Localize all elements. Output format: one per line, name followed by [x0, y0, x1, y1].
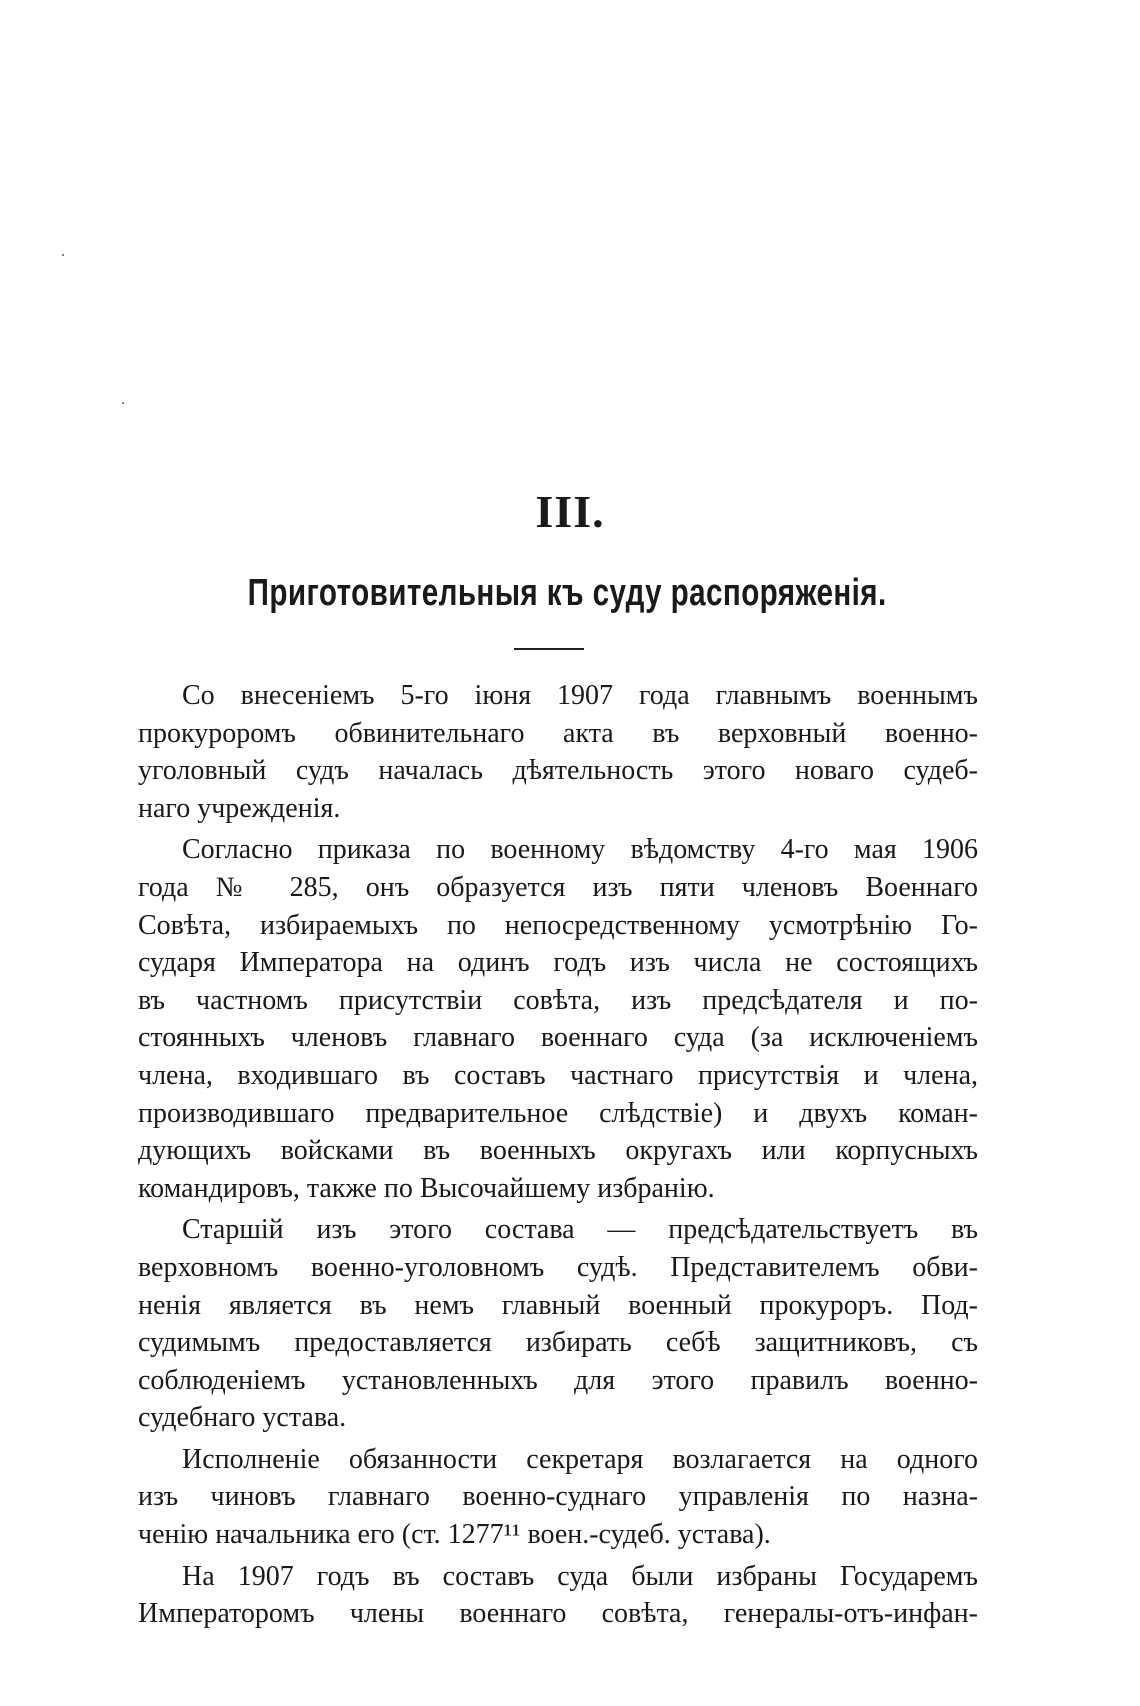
paragraph: [138, 677, 978, 827]
text-line: судебнаго устава.: [138, 1402, 347, 1434]
body-text: [138, 677, 978, 1633]
text-line: Императоромъ члены военнаго совѣта, генералы-отъ-инфан-: [138, 1598, 978, 1630]
text-line: въ частномъ присутствіи совѣта, изъ предсѣдателя и по-: [138, 984, 978, 1016]
text-line: наго учрежденія.: [138, 792, 341, 824]
text-line: ченію начальника его (ст. 1277¹¹ воен.-судеб. устава).: [138, 1519, 771, 1551]
text-line: судимымъ предоставляется избирать себѣ защитниковъ, съ: [138, 1327, 978, 1359]
paragraph: [138, 1558, 978, 1633]
text-line: ненія является въ немъ главный военный прокуроръ. Под-: [138, 1289, 978, 1321]
text-line: Со внесеніемъ 5-го іюня 1907 года главнымъ военнымъ: [182, 680, 978, 711]
text-line: командировъ, также по Высочайшему избранію.: [138, 1172, 715, 1204]
scan-speck: [62, 254, 64, 256]
title-divider: [514, 648, 584, 650]
chapter-number: III.: [535, 486, 605, 537]
text-line: дующихъ войсками въ военныхъ округахъ или корпусныхъ: [138, 1135, 978, 1167]
text-line: Исполненіе обязанности секретаря возлагается на одного: [182, 1443, 978, 1475]
paragraph: [138, 1441, 978, 1554]
text-line: сударя Императора на одинъ годъ изъ числа не состоящихъ: [138, 947, 978, 979]
text-line: уголовный судъ началась дѣятельность этого новаго судеб-: [138, 755, 978, 787]
text-line: На 1907 годъ въ составъ суда были избраны Государемъ: [182, 1560, 978, 1592]
text-line: верховномъ военно-уголовномъ судѣ. Представителемъ обви-: [138, 1251, 978, 1283]
text-line: изъ чиновъ главнаго военно-суднаго управленія по назна-: [138, 1481, 978, 1513]
paragraph: [138, 1211, 978, 1437]
text-line: прокуроромъ обвинительнаго акта въ верховный военно-: [138, 717, 978, 749]
text-line: Согласно приказа по военному вѣдомству 4-го мая 1906: [182, 834, 978, 866]
text-line: года № 285, онъ образуется изъ пяти членовъ Военнаго: [138, 871, 978, 903]
text-line: производившаго предварительное слѣдствіе) и двухъ коман-: [138, 1097, 978, 1129]
text-line: Старшій изъ этого состава — предсѣдательствуетъ въ: [182, 1214, 978, 1246]
text-line: Совѣта, избираемыхъ по непосредственному усмотрѣнію Го-: [138, 909, 978, 941]
text-line: стоянныхъ членовъ главнаго военнаго суда (за исключеніемъ: [138, 1022, 978, 1054]
text-line: соблюденіемъ установленныхъ для этого правилъ военно-: [138, 1364, 978, 1396]
paragraph: [138, 831, 978, 1207]
scan-speck: [122, 402, 124, 404]
text-line: члена, входившаго въ составъ частнаго присутствія и члена,: [138, 1059, 978, 1091]
chapter-title: Приготовительныя къ суду распоряженія.: [247, 572, 887, 614]
